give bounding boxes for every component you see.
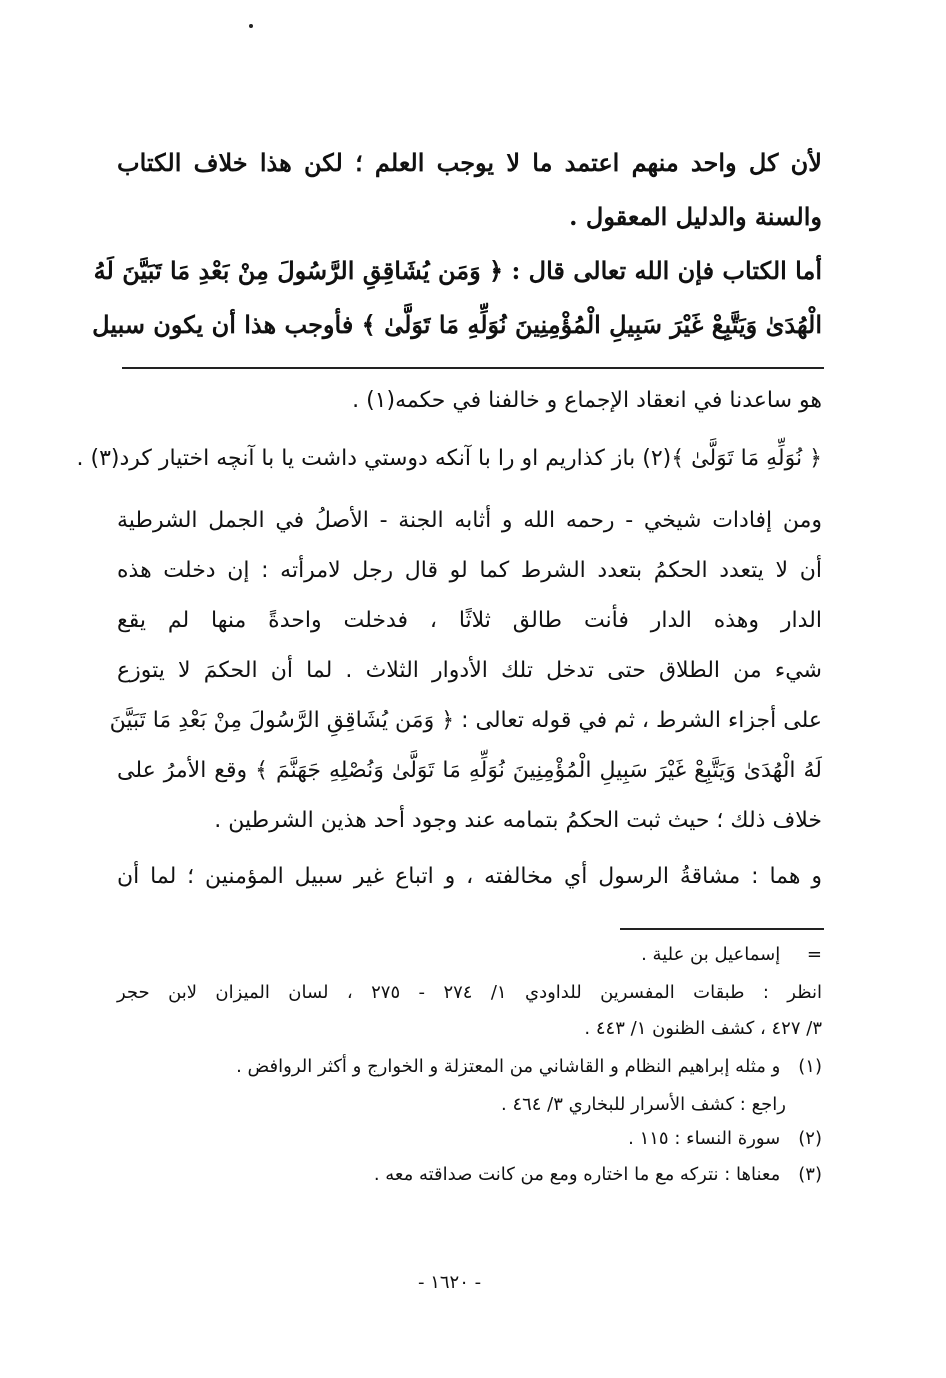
footnote-2 — [628, 1128, 822, 1149]
footnote-continuation — [641, 944, 822, 965]
footnote-continuation-line-3: ٣/ ٤٢٧ ، كشف الظنون ١/ ٤٤٣ . — [584, 1018, 822, 1039]
footnote-3-number: (٣) — [798, 1164, 822, 1185]
top-dot — [249, 24, 253, 28]
footnote-continuation-line-2: انظر : طبقات المفسرين للداودي ١/ ٢٧٤ - ٢٧٥ ، لسان الميزان لابن حجر — [117, 982, 822, 1003]
footnote-3 — [374, 1164, 822, 1185]
commentary-line-8: لَهُ الْهُدَىٰ وَيَتَّبِعْ غَيْرَ سَبِيلِ الْمُؤْمِنِينَ نُوَلِّهِ مَا تَوَلَّىٰ وَنُصْلِهِ جَهَنَّمَ ﴾ وقع الأمرُ على — [117, 758, 822, 783]
main-text-line-3: أما الكتاب فإن الله تعالى قال : ﴿ وَمَن يُشَاقِقِ الرَّسُولَ مِنْ بَعْدِ مَا تَبَيَّنَ لَهُ — [93, 256, 822, 285]
main-text-separator — [122, 367, 824, 369]
footnote-separator — [620, 928, 824, 930]
footnote-2-number: (٢) — [798, 1128, 822, 1149]
continuation-marker: = — [806, 944, 822, 965]
main-text-line-2: والسنة والدليل المعقول . — [569, 202, 822, 231]
footnote-continuation-line-1: إسماعيل بن علية . — [641, 944, 781, 965]
commentary-line-1: هو ساعدنا في انعقاد الإجماع و خالفنا في حكمه(١) . — [352, 388, 822, 413]
footnote-1-line-2: راجع : كشف الأسرار للبخاري ٣/ ٤٦٤ . — [500, 1094, 786, 1115]
commentary-line-6: شيء من الطلاق حتى تدخل تلك الأدوار الثلاث . لما أن الحكمَ لا يتوزع — [117, 658, 822, 683]
footnote-1-text: و مثله إبراهيم النظام و القاشاني من المعتزلة و الخوارج و أكثر الروافض . — [236, 1056, 781, 1077]
main-text-line-4: الْهُدَىٰ وَيَتَّبِعْ غَيْرَ سَبِيلِ الْمُؤْمِنِينَ نُوَلِّهِ مَا تَوَلَّىٰ ﴾ فأوجب هذا أن يكون سبيل — [92, 310, 822, 339]
main-text-line-1: لأن كل واحد منهم اعتمد ما لا يوجب العلم ؛ لكن هذا خلاف الكتاب — [117, 148, 822, 177]
footnote-2-text: سورة النساء : ١١٥ . — [628, 1128, 781, 1149]
commentary-line-2: ﴿ نُوَلِّهِ مَا تَوَلَّىٰ ﴾(٢) باز كذاريم او را با آنكه دوستي داشت يا با آنچه اختيار كرد(٣) . — [76, 446, 822, 471]
commentary-line-9: خلاف ذلك ؛ حيث ثبت الحكمُ بتمامه عند وجود أحد هذين الشرطين . — [214, 808, 822, 833]
commentary-line-4: أن لا يتعدد الحكمُ بتعدد الشرط كما لو قال رجل لامرأته : إن دخلت هذه — [117, 558, 822, 583]
footnote-1 — [236, 1056, 822, 1077]
page-number: - ١٦٢٠ - — [418, 1272, 482, 1293]
footnote-1-number: (١) — [798, 1056, 822, 1077]
commentary-line-3: ومن إفادات شيخي - رحمه الله و أثابه الجنة - الأصلُ في الجمل الشرطية — [117, 508, 822, 533]
commentary-line-7: على أجزاء الشرط ، ثم في قوله تعالى : ﴿ وَمَن يُشَاقِقِ الرَّسُولَ مِنْ بَعْدِ مَا تَبَيَّنَ — [109, 708, 822, 733]
commentary-line-10: و هما : مشاقةُ الرسول أي مخالفته ، و اتباع غير سبيل المؤمنين ؛ لما أن — [117, 864, 822, 889]
commentary-line-5: الدار وهذه الدار فأنت طالق ثلاثًا ، فدخلت واحدةً منها لم يقع — [117, 608, 822, 633]
footnote-3-text: معناها : نتركه مع ما اختاره ومع من كانت صداقته معه . — [373, 1164, 781, 1185]
